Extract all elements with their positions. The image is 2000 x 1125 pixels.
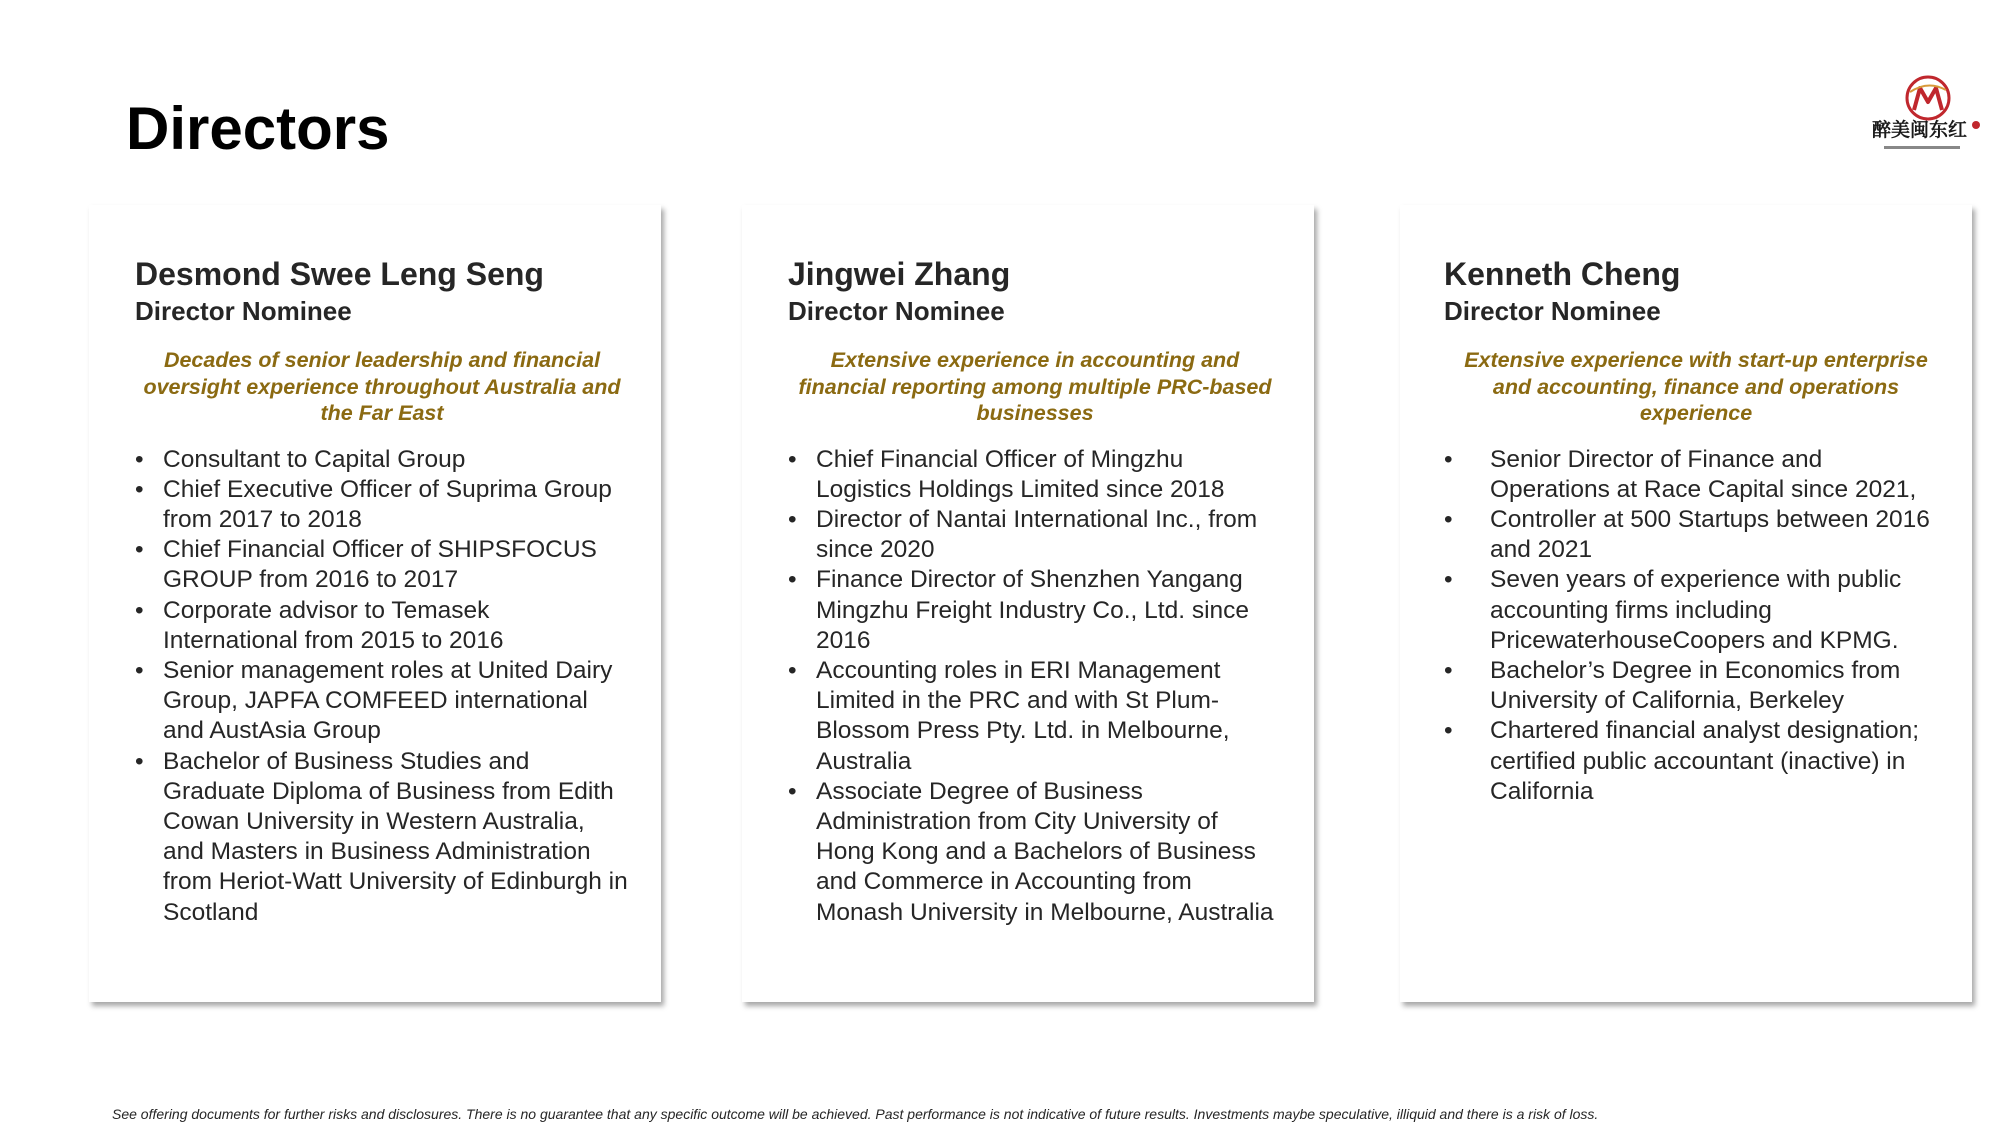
director-bullet-list <box>788 445 1282 928</box>
director-bullet-list <box>135 445 629 928</box>
list-item: • Controller at 500 Startups between 2016 and 2021 <box>1444 505 1930 564</box>
list-item: • Chief Financial Officer of SHIPSFOCUS GROUP from 2016 to 2017 <box>135 536 597 594</box>
director-bullet-list <box>1444 445 1948 807</box>
director-role: Director Nominee <box>135 296 352 326</box>
director-tagline: Extensive experience with start-up enterprise and accounting, finance and operations experience <box>1464 348 1928 425</box>
list-item: • Associate Degree of Business Administration from City University of Hong Kong and a Bachelors of Business and Commerce in Accounting from Monash University in Melbourne, Australia <box>788 777 1274 926</box>
director-card-1 <box>89 205 661 1002</box>
director-tagline: Decades of senior leadership and financial oversight experience throughout Australia and the Far East <box>143 348 621 425</box>
logo-icon <box>1870 72 1988 158</box>
director-role: Director Nominee <box>1444 296 1661 326</box>
list-item: • Consultant to Capital Group <box>135 445 466 473</box>
director-role: Director Nominee <box>788 296 1005 326</box>
list-item: • Bachelor’s Degree in Economics from University of California, Berkeley <box>1444 656 1901 715</box>
logo-wordmark: 醉美闽东红 <box>1872 119 1968 141</box>
list-item: • Senior management roles at United Dairy Group, JAPFA COMFEED international and AustAsia Group <box>135 656 613 745</box>
list-item: • Seven years of experience with public accounting firms including PricewaterhouseCoopers and KPMG. <box>1444 566 1902 654</box>
director-card-2 <box>742 205 1314 1002</box>
director-name: Jingwei Zhang <box>788 256 1011 292</box>
director-name: Kenneth Cheng <box>1444 256 1681 292</box>
list-item: • Chief Financial Officer of Mingzhu Logistics Holdings Limited since 2018 <box>788 445 1225 503</box>
list-item: • Bachelor of Business Studies and Graduate Diploma of Business from Edith Cowan University in Western Australia, and Masters in Business Administration from Heriot-Watt University of Edinburgh in Scotland <box>135 747 628 926</box>
page-title: Directors <box>126 95 390 162</box>
company-logo <box>1870 72 1988 158</box>
list-item: • Chief Executive Officer of Suprima Group from 2017 to 2018 <box>135 475 612 533</box>
list-item: • Senior Director of Finance and Operations at Race Capital since 2021, <box>1444 445 1917 503</box>
list-item: • Corporate advisor to Temasek International from 2015 to 2016 <box>135 596 504 654</box>
list-item: • Finance Director of Shenzhen Yangang Mingzhu Freight Industry Co., Ltd. since 2016 <box>788 566 1250 654</box>
list-item: • Director of Nantai International Inc., from since 2020 <box>788 505 1258 564</box>
director-tagline: Extensive experience in accounting and financial reporting among multiple PRC-based businesses <box>798 348 1272 425</box>
list-item: • Chartered financial analyst designation; certified public accountant (inactive) in California <box>1444 717 1920 805</box>
list-item: • Accounting roles in ERI Management Limited in the PRC and with St Plum-Blossom Press Pty. Ltd. in Melbourne, Australia <box>788 656 1230 775</box>
director-card-3 <box>1400 205 1972 1002</box>
director-name: Desmond Swee Leng Seng <box>135 256 544 292</box>
disclaimer: See offering documents for further risks and disclosures. There is no guarantee that any specific outcome will be achieved. Past performance is not indicative of future results. Investments maybe speculative, illiquid and there is a risk of loss. <box>112 1106 1599 1122</box>
